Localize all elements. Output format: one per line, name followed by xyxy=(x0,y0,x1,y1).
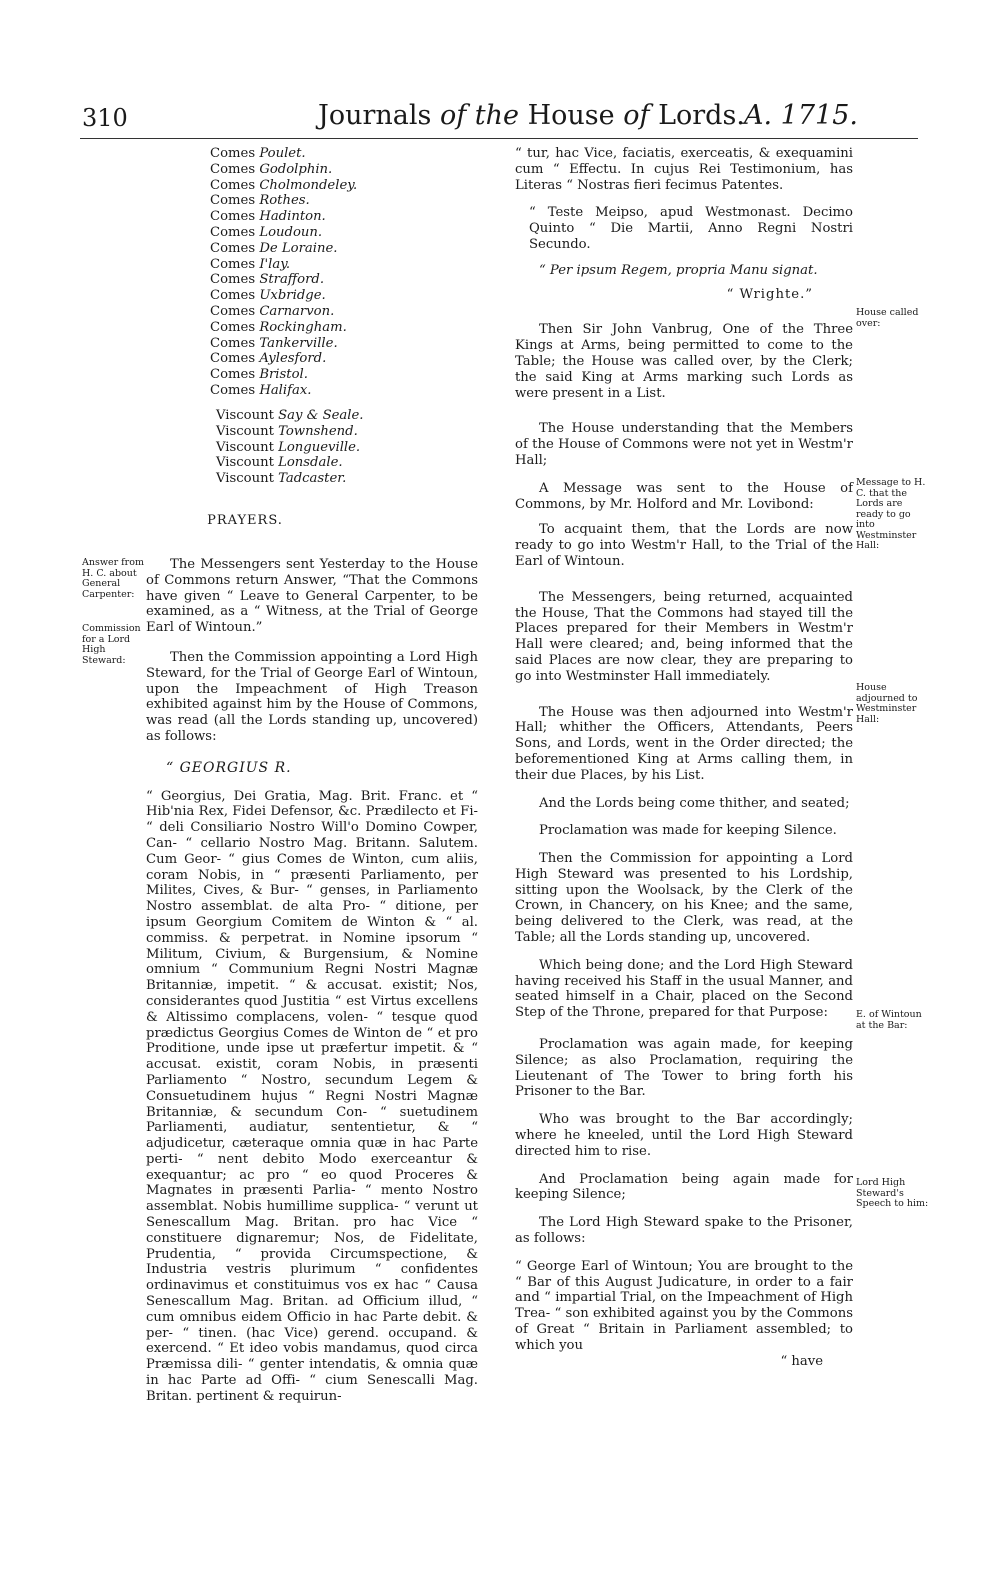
page-number: 310 xyxy=(82,104,128,132)
earl-rank: Comes xyxy=(210,224,256,240)
viscount-rank: Viscount xyxy=(216,423,274,439)
speech-paragraph: “ George Earl of Wintoun; You are brought to the “ Bar of this August Judicature, in order to a fair and “ impartial Trial, on the Impeachment of High Trea- “ son exhibited against you by the Commons of Great “ Britain in Parliament assembled; to which you xyxy=(515,1258,853,1353)
viscount-entry xyxy=(216,408,466,424)
wrighte-signature: “ Wrighte.” xyxy=(726,286,813,302)
earl-entry xyxy=(210,241,460,257)
earl-rank: Comes xyxy=(210,335,256,351)
margin-note-speech: Lord High Steward's Speech to him: xyxy=(856,1177,929,1209)
earl-entry xyxy=(210,209,460,225)
earl-entry xyxy=(210,336,460,352)
earl-rank: Comes xyxy=(210,209,256,225)
commission-paragraph: Then the Commission appointing a Lord High Steward, for the Trial of George Earl of Wintoun, upon the Impeachment of High Treason exhibited against him by the House of Commons, was read (all the Lords standing up, uncovered) as follows: xyxy=(146,649,478,744)
earl-rank: Comes xyxy=(210,351,256,367)
viscount-entry xyxy=(216,440,466,456)
earl-entry xyxy=(210,304,460,320)
earl-entry xyxy=(210,162,460,178)
viscount-entry xyxy=(216,471,466,487)
messengers-returned-paragraph: The Messengers, being returned, acquainted the House, That the Commons had stayed till the Places prepared for their Members in Westm'r Hall were cleared; and, being informed that the said Places are now clear, they are preparing to go into Westminster Hall immediately. xyxy=(515,589,853,684)
header-rule xyxy=(80,138,918,139)
per-ipsum-line: “ Per ipsum Regem, propria Manu signat. xyxy=(539,262,818,278)
viscount-rank: Viscount xyxy=(216,439,274,455)
latin-commission: “ Georgius, Dei Gratia, Mag. Brit. Franc. et “ Hib'nia Rex, Fidei Defensor, &c. Prædilecto et Fi- “ deli Consiliario Nostro Will'o Domino Cowper, Can- “ cellario Nostro Mag. Britann. Salutem. Cum Geor- “ gius Comes de Winton, cum aliis, coram Nobis, in “ præsenti Parliamento, per Milites, Cives, & Bur- “ genses, in Parliamento Nostro assemblat. de alta Pro- “ ditione, per ipsum Georgium Comitem de Winton & “ al. commiss. & perpetrat. in Nomine ipsorum “ Militum, Civium, & Burgensium, & Nomine omnium “ Communium Regni Nostri Magnæ Britanniæ, impetit. “ & accusat. existit; Nos, considerantes quod Justitia “ est Virtus excellens & Altissimo complacens, volen- “ tesque quod prædictus Georgius Comes de Winton de “ et pro Proditione, unde ipse ut præfertur impetit. & “ accusat. existit, coram Nobis, in præsenti Parliamento “ Nostro, secundum Legem & Consuetudinem hujus “ Regni Nostri Magnæ Britanniæ, & secundum Con- “ suetudinem Parliamenti, audiatur, sententietur, & “ adjudicetur, cæteraque omnia quæ in hac Parte perti- “ nent debito Modo exerceantur & exequantur; ac pro “ eo quod Proceres & Magnates in præsenti Parlia- “ mento Nostro assemblat. Nobis humillime supplica- “ verunt ut Senescallum Mag. Britan. pro hac Vice “ constituere dignaremur; Nos, de Fidelitate, Prudentia, “ provida Circumspectione, & Industria vestris plurimum “ confidentes ordinavimus et constituimus vos ex hac “ Causa Senescallum Mag. Britan. ad Officium illud, “ cum omnibus eidem Officio in hac Parte debit. & per- “ tinen. (hac Vice) gerend. occupand. & exercend. “ Et ideo vobis mandamus, quod circa Præmissa dili- “ genter intendatis, & omnia quæ in hac Parte ad Offi- “ cium Senescalli Mag. Britan. pertinent & requirun- xyxy=(146,788,478,1404)
page-title: Journals of the House of Lords. xyxy=(318,100,745,131)
earl-name: Uxbridge. xyxy=(259,288,326,304)
message-paragraph: A Message was sent to the House of Commons, by Mr. Holford and Mr. Lovibond: xyxy=(515,480,853,512)
earl-entry xyxy=(210,178,460,194)
right-text xyxy=(515,146,853,1369)
earl-name: Bristol. xyxy=(259,367,308,383)
earl-name: Rothes. xyxy=(259,193,310,209)
page-year: A. 1715. xyxy=(744,100,858,131)
viscount-rank: Viscount xyxy=(216,471,274,487)
earl-rank: Comes xyxy=(210,256,256,272)
staff-paragraph: Which being done; and the Lord High Steward having received his Staff in the usual Manner, and seated himself in a Chair, placed on the Second Step of the Throne, prepared for that Purpose: xyxy=(515,957,853,1021)
earl-rank: Comes xyxy=(210,146,256,161)
margin-note-answer: Answer from H. C. about General Carpenter: xyxy=(82,557,144,600)
earl-rank: Comes xyxy=(210,303,256,319)
viscount-entry xyxy=(216,424,466,440)
teste-line: “ Teste Meipso, apud Westmonast. Decimo Quinto “ Die Martii, Anno Regni Nostri Secundo. xyxy=(529,205,853,252)
proclamation-paragraph-3: And Proclamation being again made for keeping Silence; xyxy=(515,1171,853,1203)
earl-name: Poulet. xyxy=(259,146,306,161)
understanding-paragraph: The House understanding that the Members of the House of Commons were not yet in Westm'r Hall; xyxy=(515,421,853,468)
margin-note-message: Message to H. C. that the Lords are ready to go into Westminster Hall: xyxy=(856,477,926,551)
earl-rank: Comes xyxy=(210,161,256,177)
georgius-heading: “ GEORGIUS R. xyxy=(166,759,292,776)
latin-continued: “ tur, hac Vice, faciatis, exerceatis, & exequamini cum “ Effectu. In cujus Rei Testimonium, has Literas “ Nostras fieri fecimus Patentes. xyxy=(515,146,853,193)
viscount-name: Lonsdale. xyxy=(278,455,343,471)
earl-rank: Comes xyxy=(210,272,256,288)
earl-entry xyxy=(210,272,460,288)
kneeled-paragraph: Who was brought to the Bar accordingly; where he kneeled, until the Lord High Steward directed him to rise. xyxy=(515,1112,853,1159)
viscounts-list xyxy=(216,408,466,487)
margin-note-commission: Commission for a Lord High Steward: xyxy=(82,623,141,666)
viscount-entry xyxy=(216,455,466,471)
viscount-name: Townshend. xyxy=(278,423,358,439)
earl-name: Loudoun. xyxy=(259,224,323,240)
catchword: “ have xyxy=(780,1353,823,1369)
adjourned-paragraph: The House was then adjourned into Westm'r Hall; whither the Officers, Attendants, Peers Sons, and Lords, went in the Order directed; the beforementioned King at Arms calling them, in their due Places, by his List. xyxy=(515,704,853,783)
earl-rank: Comes xyxy=(210,367,256,383)
earl-name: Strafford. xyxy=(259,272,325,288)
earl-entry xyxy=(210,351,460,367)
earl-name: Rockingham. xyxy=(259,319,347,335)
earl-entry xyxy=(210,383,460,399)
earl-entry xyxy=(210,193,460,209)
earl-name: Carnarvon. xyxy=(259,303,335,319)
seated-paragraph: And the Lords being come thither, and seated; xyxy=(539,795,850,811)
proclamation-paragraph-2: Proclamation was again made, for keeping Silence; as also Proclamation, requiring the Lieutenant of The Tower to bring forth his Prisoner to the Bar. xyxy=(515,1037,853,1100)
earl-rank: Comes xyxy=(210,240,256,256)
earl-name: Aylesford. xyxy=(259,351,327,367)
earl-entry xyxy=(210,320,460,336)
earl-rank: Comes xyxy=(210,177,256,193)
earl-name: Halifax. xyxy=(259,382,312,398)
margin-note-wintoun-bar: E. of Wintoun at the Bar: xyxy=(856,1009,922,1031)
acquaint-paragraph: To acquaint them, that the Lords are now ready to go into Westm'r Hall, to the Trial of the Earl of Wintoun. xyxy=(515,522,853,569)
left-text xyxy=(146,557,478,1405)
earl-name: Tankerville. xyxy=(259,335,338,351)
earl-entry xyxy=(210,146,460,162)
earl-name: I'lay. xyxy=(259,256,291,272)
earl-rank: Comes xyxy=(210,288,256,304)
viscount-name: Say & Seale. xyxy=(278,408,364,423)
spake-paragraph: The Lord High Steward spake to the Prisoner, as follows: xyxy=(515,1215,853,1247)
earl-name: De Loraine. xyxy=(259,240,338,256)
earl-rank: Comes xyxy=(210,319,256,335)
proclamation-paragraph-1: Proclamation was made for keeping Silence. xyxy=(539,823,837,839)
earl-rank: Comes xyxy=(210,382,256,398)
earl-name: Godolphin. xyxy=(259,161,333,177)
earl-name: Hadinton. xyxy=(259,209,326,225)
earl-entry xyxy=(210,367,460,383)
earls-list xyxy=(210,146,460,399)
earl-entry xyxy=(210,257,460,273)
earl-entry xyxy=(210,288,460,304)
earl-name: Cholmondeley. xyxy=(259,177,358,193)
margin-note-adjourned: House adjourned to Westminster Hall: xyxy=(856,682,918,725)
viscount-rank: Viscount xyxy=(216,455,274,471)
viscount-name: Tadcaster. xyxy=(278,471,347,487)
margin-note-house-called: House called over: xyxy=(856,307,919,329)
commission-presented-paragraph: Then the Commission for appointing a Lord High Steward was presented to his Lordship, sitting upon the Woolsack, by the Clerk of the Crown, in Chancery, on his Knee; and the same, being delivered to the Clerk, was read, at the Table; all the Lords standing up, uncovered. xyxy=(515,851,853,946)
viscount-name: Longueville. xyxy=(278,439,361,455)
viscount-rank: Viscount xyxy=(216,408,274,423)
prayers-heading: PRAYERS. xyxy=(207,513,283,528)
house-called-paragraph: Then Sir John Vanbrug, One of the Three Kings at Arms, being permitted to come to the Table; the House was called over, by the Clerk; the said King at Arms marking such Lords as were present in a List. xyxy=(515,322,853,401)
earl-entry xyxy=(210,225,460,241)
earl-rank: Comes xyxy=(210,193,256,209)
answer-paragraph: The Messengers sent Yesterday to the House of Commons return Answer, “That the Commons have given “ Leave to General Carpenter, to be examined, as a “ Witness, at the Trial of George Earl of Wintoun.” xyxy=(146,557,478,636)
